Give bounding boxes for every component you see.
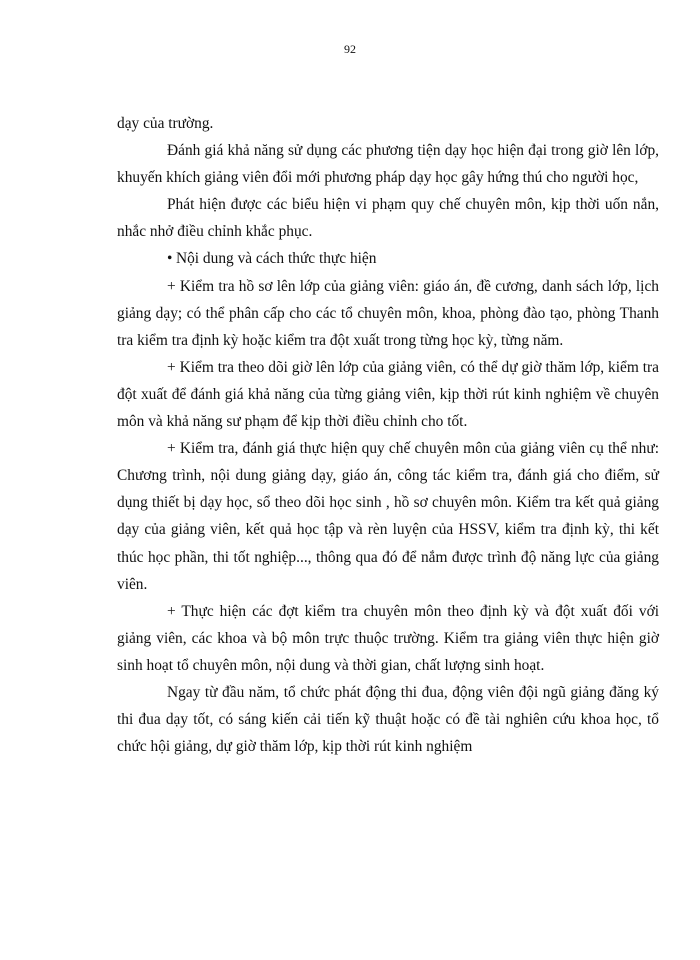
bullet-heading-text: Nội dung và cách thức thực hiện [176,250,377,268]
paragraph-check-records: + Kiểm tra hồ sơ lên lớp của giảng viên: giáo án, đề cương, danh sách lớp, lịch giảng dạy; có thể phân cấp cho các tổ chuyên môn, khoa, phòng đào tạo, phòng Thanh tra kiểm tra định kỳ hoặc kiểm tra đột xuất trong từng học kỳ, từng năm. [117,277,659,349]
paragraph-continuation: dạy của trường. [117,115,214,132]
bullet-heading [117,245,659,272]
paragraph-emulation-movement: Ngay từ đầu năm, tổ chức phát động thi đua, động viên đội ngũ giảng đăng ký thi đua dạy tốt, có sáng kiến cải tiến kỹ thuật hoặc có đề tài nghiên cứu khoa học, tổ chức hội giảng, dự giờ thăm lớp, kịp thời rút kinh nghiệm [117,683,659,756]
page-number: 92 [344,42,356,56]
paragraph-detect-violations: Phát hiện được các biểu hiện vi phạm quy chế chuyên môn, kịp thời uốn nắn, nhắc nhở điều chỉnh khắc phục. [117,196,659,241]
paragraph-check-class-hours: + Kiểm tra theo dõi giờ lên lớp của giảng viên, có thể dự giờ thăm lớp, kiểm tra đột xuất để đánh giá khả năng của từng giảng viên, kịp thời rút kinh nghiệm về chuyên môn và khả năng sư phạm để kịp thời điều chỉnh cho tốt. [117,358,659,431]
bullet-icon: • [167,250,173,268]
paragraph-check-regulations: + Kiểm tra, đánh giá thực hiện quy chế chuyên môn của giảng viên cụ thể như: Chương trình, nội dung giảng dạy, giáo án, công tác kiểm tra, đánh giá cho điểm, sử dụng thiết bị dạy học, sổ theo dõi học sinh , hồ sơ chuyên môn. Kiểm tra kết quả giảng dạy của giảng viên, kết quả học tập và rèn luyện của HSSV, kiểm tra định kỳ, thi kết thúc học phần, thi tốt nghiệp..., thông qua đó để nắm được trình độ năng lực của giảng viên. [117,440,659,593]
paragraph-periodic-inspections: + Thực hiện các đợt kiểm tra chuyên môn theo định kỳ và đột xuất đối với giảng viên, các khoa và bộ môn trực thuộc trường. Kiểm tra giảng viên thực hiện giờ sinh hoạt tổ chuyên môn, nội dung và thời gian, chất lượng sinh hoạt. [117,602,659,674]
body-text [117,110,659,760]
paragraph-evaluate-teaching-aids: Đánh giá khả năng sử dụng các phương tiện dạy học hiện đại trong giờ lên lớp, khuyến khích giảng viên đổi mới phương pháp dạy học gây hứng thú cho người học, [117,142,659,187]
